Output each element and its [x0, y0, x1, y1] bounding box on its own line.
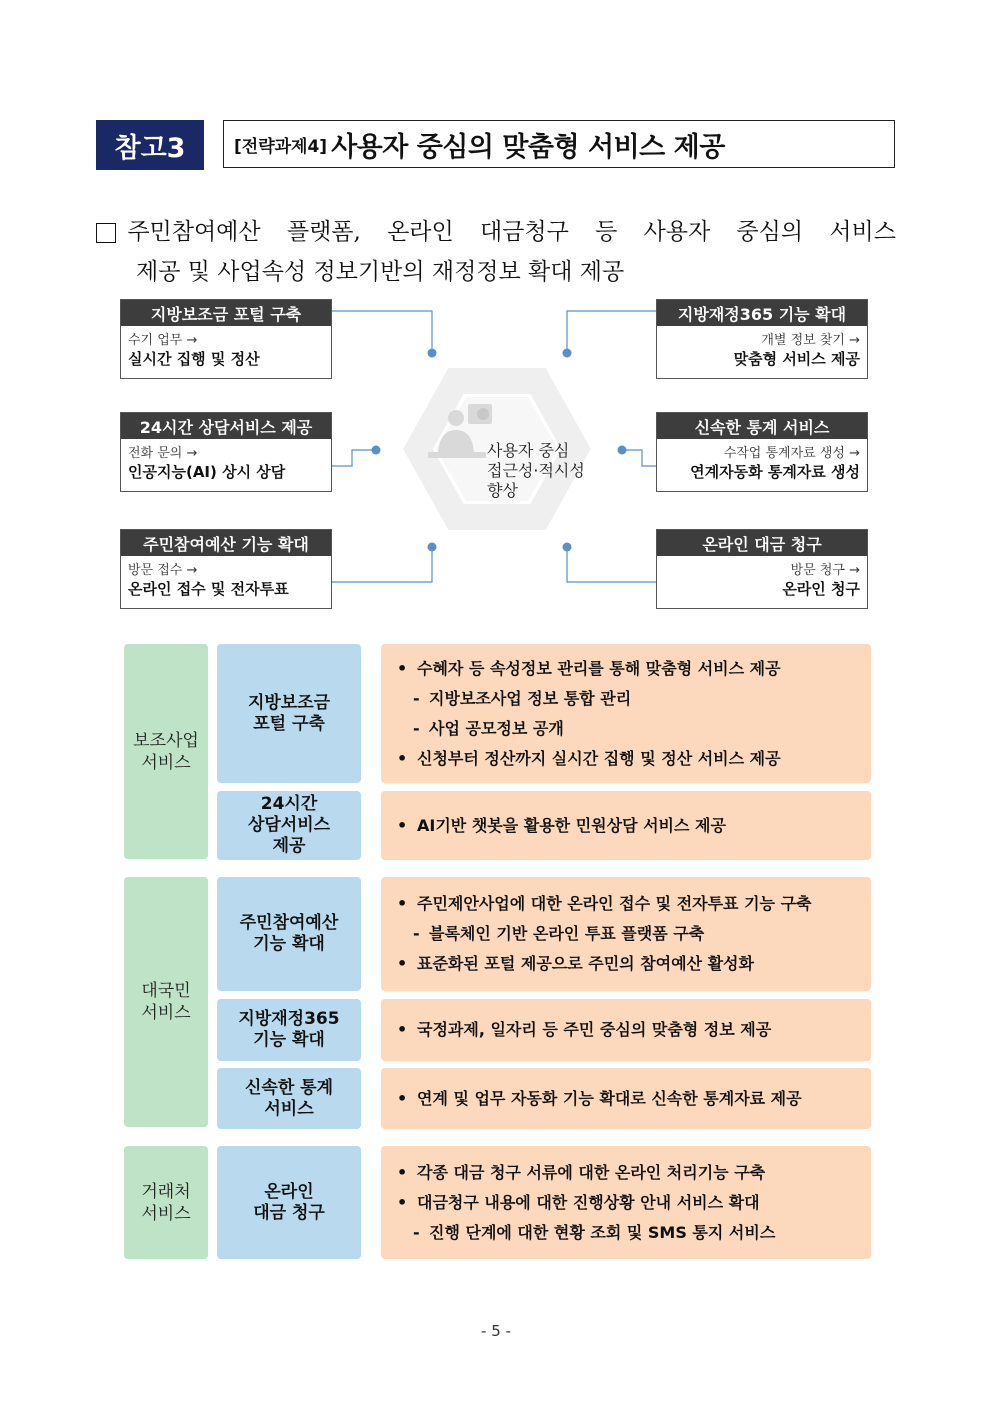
service-24h-consult: 24시간 상담서비스 제공: [217, 791, 361, 860]
list-item: • 국정과제, 일자리 등 주민 중심의 맞춤형 정보 제공: [397, 1015, 771, 1045]
desc-statistics: [381, 1068, 871, 1129]
category-public-service: 대국민 서비스: [124, 877, 208, 1127]
service-statistics: 신속한 통계 서비스: [217, 1068, 361, 1129]
card-before: 방문 접수 →: [128, 563, 198, 578]
intro-word: 사용자: [643, 219, 711, 245]
card-before: 수기 업무 →: [128, 333, 198, 348]
list-item: • 신청부터 정산까지 실시간 집행 및 정산 서비스 제공: [397, 744, 781, 774]
list-item: - 블록체인 기반 온라인 투표 플랫폼 구축: [397, 919, 811, 949]
list-item: • 표준화된 포털 제공으로 주민의 참여예산 활성화: [397, 949, 811, 979]
card-subsidy-portal: [120, 299, 332, 379]
list-item: - 지방보조사업 정보 통합 관리: [397, 684, 781, 714]
list-item: • 각종 대금 청구 서류에 대한 온라인 처리기능 구축: [397, 1158, 775, 1188]
service-online-billing: 온라인 대금 청구: [217, 1146, 361, 1259]
intro-word: 주민참여예산: [96, 212, 261, 252]
intro-word: 대금청구: [479, 219, 569, 245]
card-before: 수작업 통계자료 생성 →: [723, 446, 860, 461]
desc-subsidy-portal: [381, 644, 871, 783]
card-title: 온라인 대금 청구: [657, 530, 867, 556]
desc-finance365: [381, 999, 871, 1061]
intro-word: 온라인: [387, 219, 454, 245]
list-item: • AI기반 챗봇을 활용한 민원상담 서비스 제공: [397, 811, 726, 841]
intro-word: 플랫폼,: [286, 219, 361, 245]
service-participatory-budget: 주민참여예산 기능 확대: [217, 877, 361, 991]
service-finance365: 지방재정365 기능 확대: [217, 999, 361, 1061]
page-number: - 5 -: [481, 1322, 511, 1340]
reference-badge: 참고3: [96, 120, 204, 170]
card-after: 인공지능(AI) 상시 상담: [128, 463, 286, 481]
card-24h-consult: [120, 412, 332, 492]
list-item: • 대금청구 내용에 대한 진행상황 안내 서비스 확대: [397, 1188, 775, 1218]
card-finance365: [656, 299, 868, 379]
intro-line-2: 제공 및 사업속성 정보기반의 재정정보 확대 제공: [136, 259, 625, 285]
desc-participatory-budget: [381, 877, 871, 991]
desc-24h-consult: [381, 791, 871, 860]
card-after: 맞춤형 서비스 제공: [733, 350, 860, 368]
card-online-billing: [656, 529, 868, 609]
list-item: • 주민제안사업에 대한 온라인 접수 및 전자투표 기능 구축: [397, 889, 811, 919]
card-title: 주민참여예산 기능 확대: [121, 530, 331, 556]
card-before: 방문 청구 →: [790, 563, 860, 578]
card-statistics: [656, 412, 868, 492]
card-after: 온라인 접수 및 전자투표: [128, 580, 289, 598]
list-item: - 사업 공모정보 공개: [397, 714, 781, 744]
list-item: • 연계 및 업무 자동화 기능 확대로 신속한 통계자료 제공: [397, 1084, 802, 1114]
desc-online-billing: [381, 1146, 871, 1259]
card-after: 연계자동화 통계자료 생성: [690, 463, 860, 481]
title-prefix: [전략과제4]: [234, 136, 328, 157]
card-before: 개별 정보 찾기 →: [761, 333, 860, 348]
card-title: 지방보조금 포털 구축: [121, 300, 331, 326]
category-subsidy-service: 보조사업 서비스: [124, 644, 208, 859]
card-before: 전화 문의 →: [128, 446, 198, 461]
card-participatory-budget: [120, 529, 332, 609]
list-item: - 진행 단계에 대한 현황 조회 및 SMS 통지 서비스: [397, 1218, 775, 1248]
card-title: 지방재정365 기능 확대: [657, 300, 867, 326]
intro-word: 등: [595, 219, 618, 245]
card-after: 실시간 집행 및 정산: [128, 350, 260, 368]
intro-word: 서비스: [829, 219, 896, 245]
service-subsidy-portal: 지방보조금 포털 구축: [217, 644, 361, 783]
category-vendor-service: 거래처 서비스: [124, 1146, 208, 1259]
card-title: 신속한 통계 서비스: [657, 413, 867, 439]
hub-label: 사용자 중심 접근성·적시성 향상: [487, 441, 585, 500]
intro-word: 중심의: [736, 219, 804, 245]
card-after: 온라인 청구: [782, 580, 860, 598]
page-title: 사용자 중심의 맞춤형 서비스 제공: [331, 131, 725, 163]
list-item: • 수혜자 등 속성정보 관리를 통해 맞춤형 서비스 제공: [397, 654, 781, 684]
card-title: 24시간 상담서비스 제공: [121, 413, 331, 439]
